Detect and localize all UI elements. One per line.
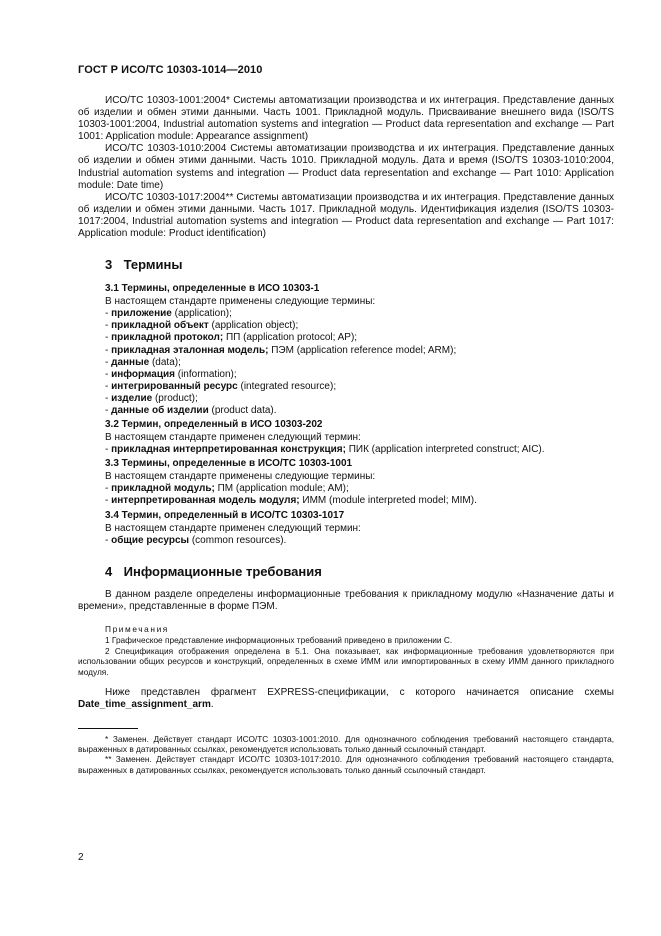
footnote-item: ** Заменен. Действует стандарт ИСО/ТС 10303-1017:2010. Для однозначного соблюдения требований настоящего стандарта, выраженных в датированных ссылках, рекомендуется использовать только данный ссылочный стандарт.: [78, 754, 614, 775]
subsection-3-3-heading: 3.3 Термины, определенные в ИСО/ТС 10303-1001: [105, 458, 353, 470]
subsection-intro: В настоящем стандарте применен следующий термин:: [105, 522, 361, 534]
term-name: данные об изделии: [111, 404, 209, 416]
section-4-paragraph: В данном разделе определены информационные требования к прикладному модулю «Назначение даты и времени», представленные в форме ПЭМ.: [78, 588, 614, 612]
express-intro-paragraph: Ниже представлен фрагмент EXPRESS-спецификации, с которого начинается описание схемы Date_time_assignment_arm.: [78, 687, 614, 711]
term-item: - интерпретированная модель модуля; ИММ (module interpreted model; MIM).: [105, 495, 477, 507]
document-header: ГОСТ Р ИСО/ТС 10303-1014—2010: [78, 64, 263, 76]
term-item: - общие ресурсы (common resources).: [105, 534, 287, 546]
section-3-heading: [78, 257, 614, 272]
section-title: Термины: [123, 257, 183, 273]
term-name: данные: [111, 356, 150, 368]
footnote-divider: [78, 728, 138, 729]
note-item: 1 Графическое представление информационных требований приведено в приложении С.: [105, 635, 453, 646]
term-name: прикладной протокол;: [111, 332, 224, 344]
term-item: - прикладная эталонная модель; ПЭМ (application reference model; ARM);: [105, 344, 457, 356]
term-name: интерпретированная модель модуля;: [111, 495, 300, 507]
term-item: - приложение (application);: [105, 308, 232, 320]
section-number: 4: [105, 563, 113, 579]
subsection-3-2-heading: 3.2 Термин, определенный в ИСО 10303-202: [105, 419, 323, 431]
note-item: 2 Спецификация отображения определена в 5.1. Она показывает, как информационные требования удовлетворяются при использовании общих ресурсов и конструкций, определенных в схеме ИММ или импортированных в схему ИММ данного прикладного модуля.: [78, 645, 614, 677]
term-item: - прикладной протокол; ПП (application protocol; AP);: [105, 332, 358, 344]
term-item: - прикладная интерпретированная конструкция; ПИК (application interpreted construct; AIC).: [105, 444, 545, 456]
term-name: изделие: [111, 392, 153, 404]
reference-item: ИСО/ТС 10303-1010:2004 Системы автоматизации производства и их интеграция. Представление данных об изделии и обмен этими данными. Часть 1010. Прикладной модуль. Дата и время (ISO/TS 10303-1010:2004, Industrial automation systems and integration — Product data representation and exchange — Part 1010: Application module: Date time): [78, 143, 614, 191]
document-page: [78, 64, 614, 775]
term-name: приложение: [111, 308, 172, 320]
subsection-intro: В настоящем стандарте применены следующие термины:: [105, 471, 376, 483]
section-title: Информационные требования: [123, 563, 322, 579]
term-name: прикладная интерпретированная конструкция;: [111, 444, 346, 456]
term-name: интегрированный ресурс: [111, 380, 238, 392]
subsection-intro: В настоящем стандарте применены следующие термины:: [105, 296, 376, 308]
term-name: прикладной объект: [111, 320, 209, 332]
term-item: - данные (data);: [105, 356, 181, 368]
notes-title: Примечания: [105, 624, 169, 635]
subsection-intro: В настоящем стандарте применен следующий термин:: [105, 432, 361, 444]
subsection-3-4-heading: 3.4 Термин, определенный в ИСО/ТС 10303-1017: [105, 509, 345, 521]
schema-name: Date_time_assignment_arm: [78, 699, 211, 711]
term-name: прикладная эталонная модель;: [111, 344, 269, 356]
reference-item: ИСО/ТС 10303-1001:2004* Системы автоматизации производства и их интеграция. Представление данных об изделии и обмен этими данными. Часть 1001. Прикладной модуль. Присваивание внешнего вида (ISO/TS 10303-1001:2004, Industrial automation systems and integration — Product data representation and exchange — Part 1001: Application module: Appearance assignment): [78, 95, 614, 143]
term-name: общие ресурсы: [111, 534, 190, 546]
page-number: 2: [78, 852, 84, 863]
term-name: информация: [111, 368, 175, 380]
section-4-heading: [78, 564, 614, 579]
term-item: - информация (information);: [105, 368, 237, 380]
reference-item: ИСО/ТС 10303-1017:2004** Системы автоматизации производства и их интеграция. Представление данных об изделии и обмен этими данными. Часть 1017. Прикладной модуль. Идентификация изделия (ISO/TS 10303-1017:2004, Industrial automation systems and integration — Product data representation and exchange — Part 1017: Application module: Product identification): [78, 191, 614, 240]
term-item: - интегрированный ресурс (integrated resource);: [105, 380, 337, 392]
term-item: - изделие (product);: [105, 392, 198, 404]
term-item: - прикладной объект (application object);: [105, 320, 299, 332]
term-item: - данные об изделии (product data).: [105, 404, 277, 416]
section-number: 3: [105, 257, 113, 273]
term-item: - прикладной модуль; ПМ (application module; AM);: [105, 483, 349, 495]
term-name: прикладной модуль;: [111, 483, 215, 495]
subsection-3-1-heading: 3.1 Термины, определенные в ИСО 10303-1: [105, 283, 320, 295]
footnote-item: * Заменен. Действует стандарт ИСО/ТС 10303-1001:2010. Для однозначного соблюдения требований настоящего стандарта, выраженных в датированных ссылках, рекомендуется использовать только данный ссылочный стандарт.: [78, 733, 614, 754]
